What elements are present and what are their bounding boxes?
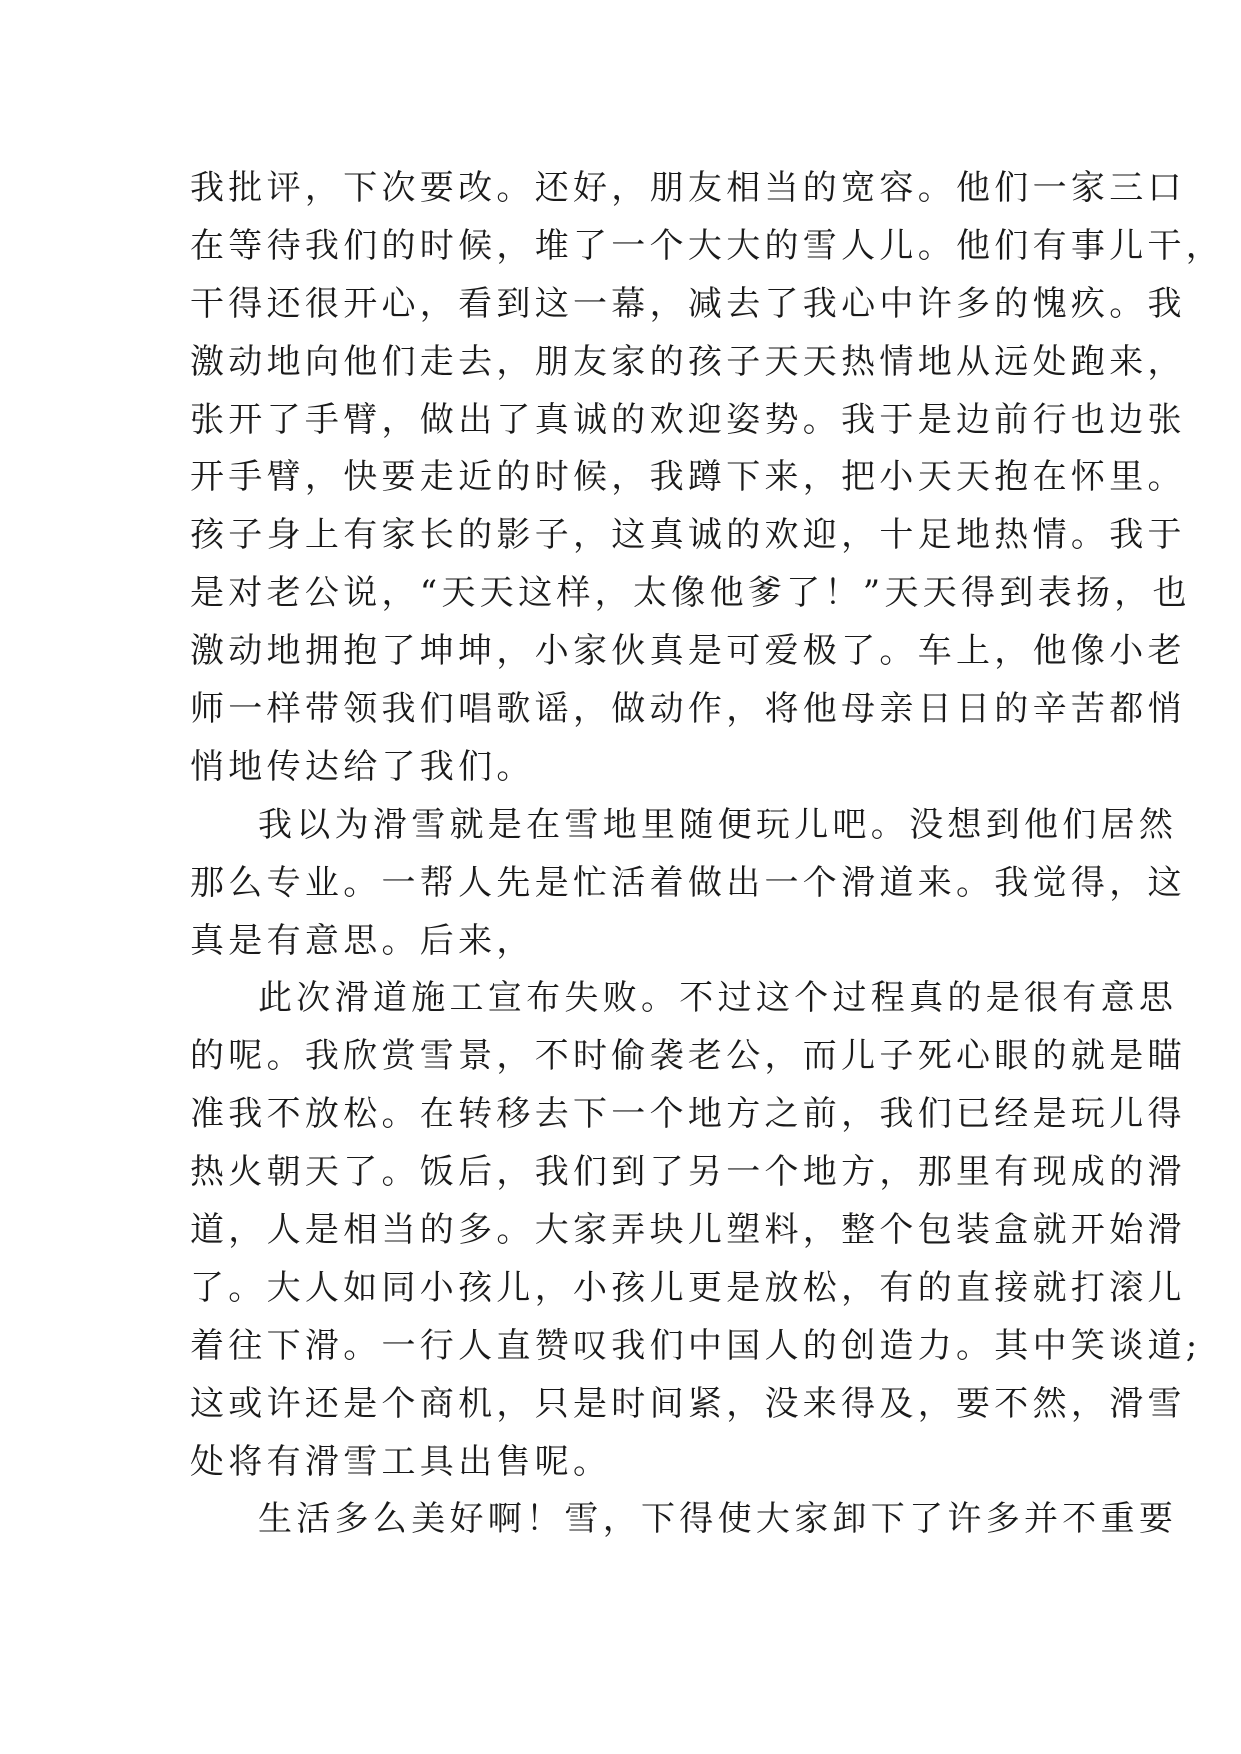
text-line: 在等待我们的时候，堆了一个大大的雪人儿。他们有事儿干， bbox=[190, 225, 1225, 266]
text-line: 处将有滑雪工具出售呢。 bbox=[190, 1441, 612, 1482]
text-line: 张开了手臂，做出了真诚的欢迎姿势。我于是边前行也边张 bbox=[190, 399, 1186, 440]
text-line: 这或许还是个商机，只是时间紧，没来得及，要不然，滑雪 bbox=[190, 1383, 1186, 1424]
text-line: 是对老公说，“天天这样，太像他爹了！”天天得到表扬，也 bbox=[190, 573, 1191, 614]
text-line: 开手臂，快要走近的时候，我蹲下来，把小天天抱在怀里。 bbox=[190, 457, 1186, 498]
text-line: 那么专业。一帮人先是忙活着做出一个滑道来。我觉得，这 bbox=[190, 862, 1186, 903]
text-line: 激动地拥抱了坤坤，小家伙真是可爱极了。车上，他像小老 bbox=[190, 631, 1186, 672]
text-line: 着往下滑。一行人直赞叹我们中国人的创造力。其中笑谈道; bbox=[190, 1325, 1202, 1366]
text-line: 了。大人如同小孩儿，小孩儿更是放松，有的直接就打滚儿 bbox=[190, 1267, 1186, 1308]
text-line: 热火朝天了。饭后，我们到了另一个地方，那里有现成的滑 bbox=[190, 1152, 1186, 1193]
text-line: 干得还很开心，看到这一幕，减去了我心中许多的愧疚。我 bbox=[190, 283, 1186, 324]
text-line: 师一样带领我们唱歌谣，做动作，将他母亲日日的辛苦都悄 bbox=[190, 689, 1186, 730]
text-line: 孩子身上有家长的影子，这真诚的欢迎，十足地热情。我于 bbox=[190, 515, 1186, 556]
text-line: 的呢。我欣赏雪景，不时偷袭老公，而儿子死心眼的就是瞄 bbox=[190, 1036, 1186, 1077]
text-line: 生活多么美好啊！雪，下得使大家卸下了许多并不重要 bbox=[258, 1499, 1178, 1540]
body-text bbox=[190, 160, 1225, 1549]
text-line: 激动地向他们走去，朋友家的孩子天天热情地从远处跑来， bbox=[190, 341, 1186, 382]
text-line: 准我不放松。在转移去下一个地方之前，我们已经是玩儿得 bbox=[190, 1094, 1186, 1135]
text-line: 真是有意思。后来， bbox=[190, 920, 535, 961]
text-line: 我以为滑雪就是在雪地里随便玩儿吧。没想到他们居然 bbox=[258, 804, 1178, 845]
text-line: 道，人是相当的多。大家弄块儿塑料，整个包装盒就开始滑 bbox=[190, 1210, 1186, 1251]
text-line: 此次滑道施工宣布失败。不过这个过程真的是很有意思 bbox=[258, 978, 1178, 1019]
text-line: 我批评，下次要改。还好，朋友相当的宽容。他们一家三口 bbox=[190, 168, 1186, 208]
text-line: 悄地传达给了我们。 bbox=[190, 746, 535, 787]
